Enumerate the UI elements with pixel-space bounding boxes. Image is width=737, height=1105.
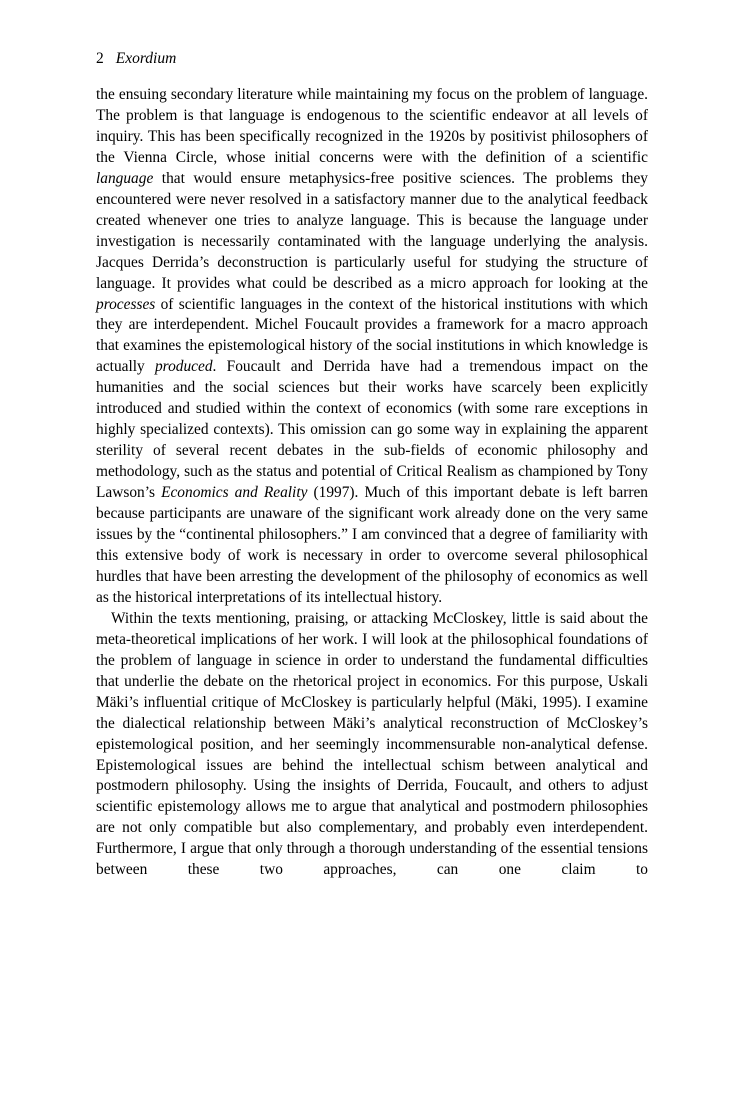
body-text: (1997). Much of this important debate is left barren because participants are unaware of the significant work already done on the very same issues by the “continental philosophers.” I am convinced that a degree of familiarity with this extensive body of work is necessary in order to overcome several philosophical hurdles that have been arresting the development of the philosophy of economics as well as the historical interpretations of its intellectual history. (96, 484, 649, 606)
running-head-title: Exordium (115, 50, 177, 67)
emphasis-text: language (96, 169, 154, 187)
emphasis-text: Economics and Reality (161, 484, 308, 502)
body-text: of scientific languages in the context of the historical institutions with which they are interdependent. Michel Foucault provides a framework for a macro approach that examines the epistemological history of the social institutions in which knowledge is actually (96, 295, 648, 376)
body-text: the ensuing secondary literature while maintaining my focus on the problem of language. The problem is that language is endogenous to the scientific endeavor at all levels of inquiry. This has been specifically recognized in the 1920s by positivist philosophers of the Vienna Circle, whose initial concerns were with the definition of a scientific (96, 86, 648, 166)
body-paragraph (96, 609, 648, 881)
emphasis-text: processes (96, 295, 156, 313)
body-text: that would ensure metaphysics-free positive sciences. The problems they encountered were never resolved in a satisfactory manner due to the analytical feedback created whenever one tries to analyze language. This is because the language under investigation is necessarily contaminated with the language underlying the analysis. Jacques Derrida’s deconstruction is particularly useful for studying the structure of language. It provides what could be described as a micro approach for looking at the (96, 169, 648, 292)
emphasis-text: produced (154, 358, 213, 376)
body-text: . Foucault and Derrida have had a tremendous impact on the humanities and the social sciences but their works have scarcely been explicitly introduced and studied within the context of economics (with some rare exceptions in highly specialized contexts). This omission can go some way in explaining the apparent sterility of several recent debates in the sub-fields of economic philosophy and methodology, such as the status and potential of Critical Realism as championed by Tony Lawson’s (96, 358, 648, 502)
body-paragraph (96, 85, 648, 609)
page-number: 2 (96, 50, 104, 67)
body-text-block (96, 85, 648, 881)
body-text: Within the texts mentioning, praising, or attacking McCloskey, little is said about the meta-theoretical implications of her work. I will look at the philosophical foundations of the problem of language in science in order to understand the fundamental difficulties that underlie the debate on the rhetorical project in economics. For this purpose, Uskali Mäki’s influential critique of McCloskey is particularly helpful (Mäki, 1995). I examine the dialectical relationship between Mäki’s analytical reconstruction of McCloskey’s epistemological position, and her seemingly incommensurable non-analytical defense. Epistemological issues are behind the intellectual schism between analytical and postmodern philosophy. Using the insights of Derrida, Foucault, and others to adjust scientific epistemology allows me to argue that analytical and postmodern philosophies are not only compatible but also complementary, and probably even interdependent. Furthermore, I argue that only through a thorough understanding of the essential tensions between these two approaches, can one claim to (96, 609, 648, 879)
running-head (96, 49, 648, 69)
